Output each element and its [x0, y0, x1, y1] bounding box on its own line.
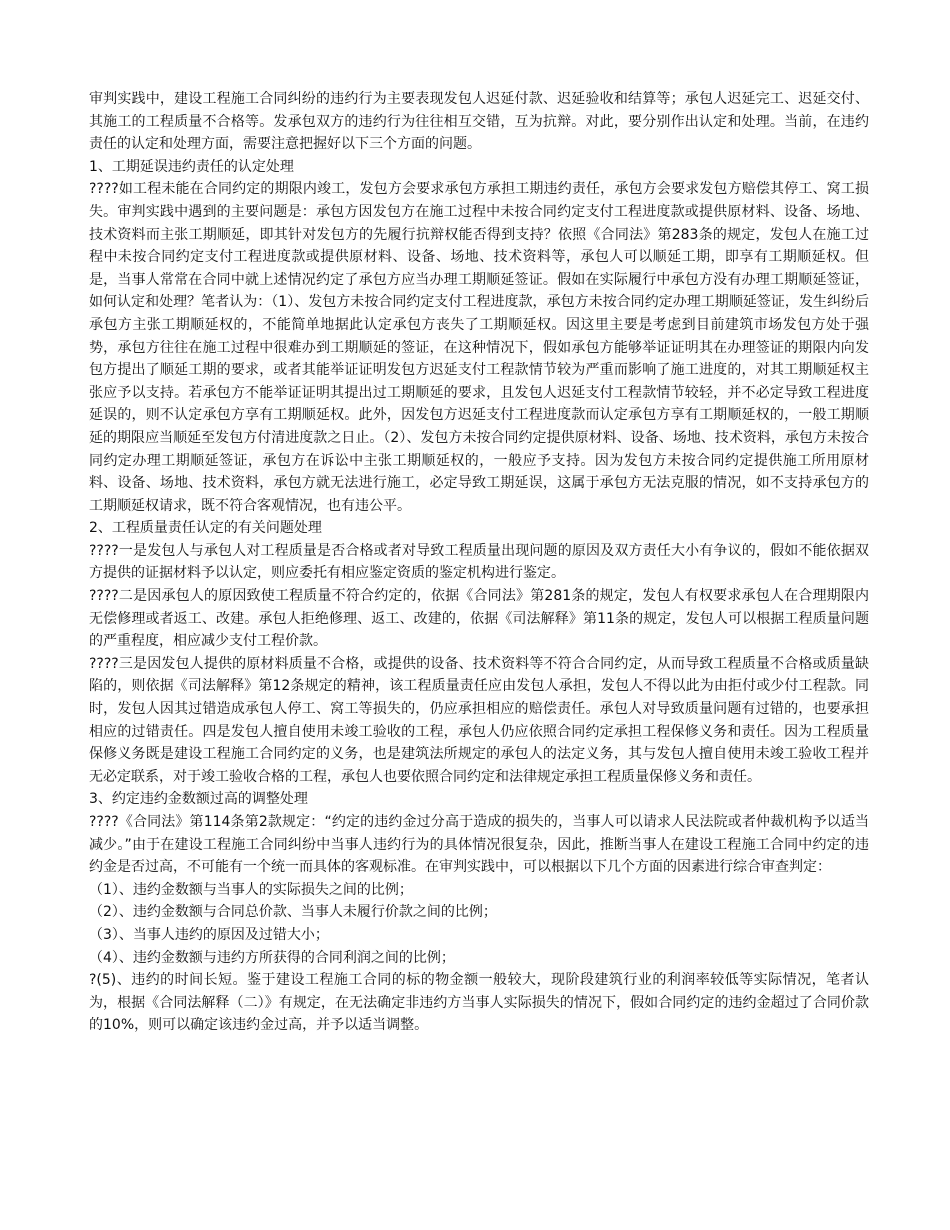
document-body — [89, 88, 869, 1037]
list-item-final: ?(5)、违约的时间长短。鉴于建设工程施工合同的标的物金额一般较大，现阶段建筑行业的利润率较低等实际情况，笔者认为，根据《合同法解释（二）》有规定，在无法确定非违约方当事人实际损失的情况下，假如合同约定的违约金超过了合同价款的10%，则可以确定该违约金过高，并予以适当调整。 — [89, 972, 869, 1034]
list-item: （3）、当事人违约的原因及过错大小； — [89, 926, 329, 943]
section-2-paragraph-3: ????三是因发包人提供的原材料质量不合格，或提供的设备、技术资料等不符合合同约定，从而导致工程质量不合格或质量缺陷的，则依据《司法解释》第12条规定的精神，该工程质量责任应由发包人承担，发包人不得以此为由拒付或少付工程款。同时，发包人因其过错造成承包人停工、窝工等损失的，仍应承担相应的赔偿责任。承包人对导致质量问题有过错的，也要承担相应的过错责任。四是发包人擅自使用未竣工验收的工程，承包人仍应依照合同约定承担工程保修义务和责任。因为工程质量保修义务既是建设工程施工合同约定的义务，也是建筑法所规定的承包人的法定义务，其与发包人擅自使用未竣工验收工程并无必定联系，对于竣工验收合格的工程，承包人也要依照合同约定和法律规定承担工程质量保修义务和责任。 — [89, 655, 869, 785]
section-heading-2: 2、工程质量责任认定的有关问题处理 — [89, 520, 322, 537]
section-heading-1: 1、工期延误违约责任的认定处理 — [89, 158, 294, 175]
section-heading-3: 3、约定违约金数额过高的调整处理 — [89, 791, 308, 808]
list-item: （4）、违约金数额与违约方所获得的合同利润之间的比例； — [89, 949, 455, 966]
section-2-paragraph-2: ????二是因承包人的原因致使工程质量不符合约定的，依据《合同法》第281条的规定，发包人有权要求承包人在合理期限内无偿修理或者返工、改建。承包人拒绝修理、返工、改建的，依据《司法解释》第11条的规定，发包人可以根据工程质量问题的严重程度，相应减少支付工程价款。 — [89, 588, 869, 650]
list-item: （1）、违约金数额与当事人的实际损失之间的比例； — [89, 881, 413, 898]
section-3-paragraph: ????《合同法》第114条第2款规定：“约定的违约金过分高于造成的损失的，当事人可以请求人民法院或者仲裁机构予以适当减少。”由于在建设工程施工合同纠纷中当事人违约行为的具体情况很复杂，因此，推断当事人在建设工程施工合同中约定的违约金是否过高，不可能有一个统一而具体的客观标准。在审判实践中，可以根据以下几个方面的因素进行综合审查判定： — [89, 814, 869, 876]
section-1-paragraph: ????如工程未能在合同约定的期限内竣工，发包方会要求承包方承担工期违约责任，承包方会要求发包方赔偿其停工、窝工损失。审判实践中遇到的主要问题是：承包方因发包方在施工过程中未按合同约定支付工程进度款或提供原材料、设备、场地、技术资料而主张工期顺延，即其针对发包方的先履行抗辩权能否得到支持？依照《合同法》第283条的规定，发包人在施工过程中未按合同约定支付工程进度款或提供原材料、设备、场地、技术资料等，承包人可以顺延工期，即享有工期顺延权。但是，当事人常常在合同中就上述情况约定了承包方应当办理工期顺延签证。假如在实际履行中承包方没有办理工期顺延签证，如何认定和处理？笔者认为：（1）、发包方未按合同约定支付工程进度款，承包方未按合同约定办理工期顺延签证，发生纠纷后承包方主张工期顺延权的，不能简单地据此认定承包方丧失了工期顺延权。因这里主要是考虑到目前建筑市场发包方处于强势，承包方往往在施工过程中很难办到工期顺延的签证，在这种情况下，假如承包方能够举证证明其在办理签证的期限内向发包方提出了顺延工期的要求，或者其能举证证明发包方迟延支付工程款情节较为严重而影响了施工进度的，对其工期顺延权主张应予以支持。若承包方不能举证证明其提出过工期顺延的要求，且发包人迟延支付工程款情节较轻，并不必定导致工程进度延误的，则不认定承包方享有工期顺延权。此外，因发包方迟延支付工程进度款而认定承包方享有工期顺延权的，一般工期顺延的期限应当顺延至发包方付清进度款之日止。（2）、发包方未按合同约定提供原材料、设备、场地、技术资料，承包方未按合同约定办理工期顺延签证，承包方在诉讼中主张工期顺延权的，一般应予支持。因为发包方未按合同约定提供施工所用原材料、设备、场地、技术资料，承包方就无法进行施工，必定导致工期延误，这属于承包方无法克服的情况，如不支持承包方的工期顺延权请求，既不符合客观情况，也有违公平。 — [89, 181, 869, 514]
list-item: （2）、违约金数额与合同总价款、当事人未履行价款之间的比例； — [89, 904, 497, 921]
intro-paragraph: 审判实践中，建设工程施工合同纠纷的违约行为主要表现发包人迟延付款、迟延验收和结算等；承包人迟延完工、迟延交付、其施工的工程质量不合格等。发承包双方的违约行为往往相互交错，互为抗辩。对此，要分别作出认定和处理。当前，在违约责任的认定和处理方面，需要注意把握好以下三个方面的问题。 — [89, 91, 869, 153]
section-2-paragraph-1: ????一是发包人与承包人对工程质量是否合格或者对导致工程质量出现问题的原因及双方责任大小有争议的，假如不能依据双方提供的证据材料予以认定，则应委托有相应鉴定资质的鉴定机构进行鉴定。 — [89, 542, 869, 582]
